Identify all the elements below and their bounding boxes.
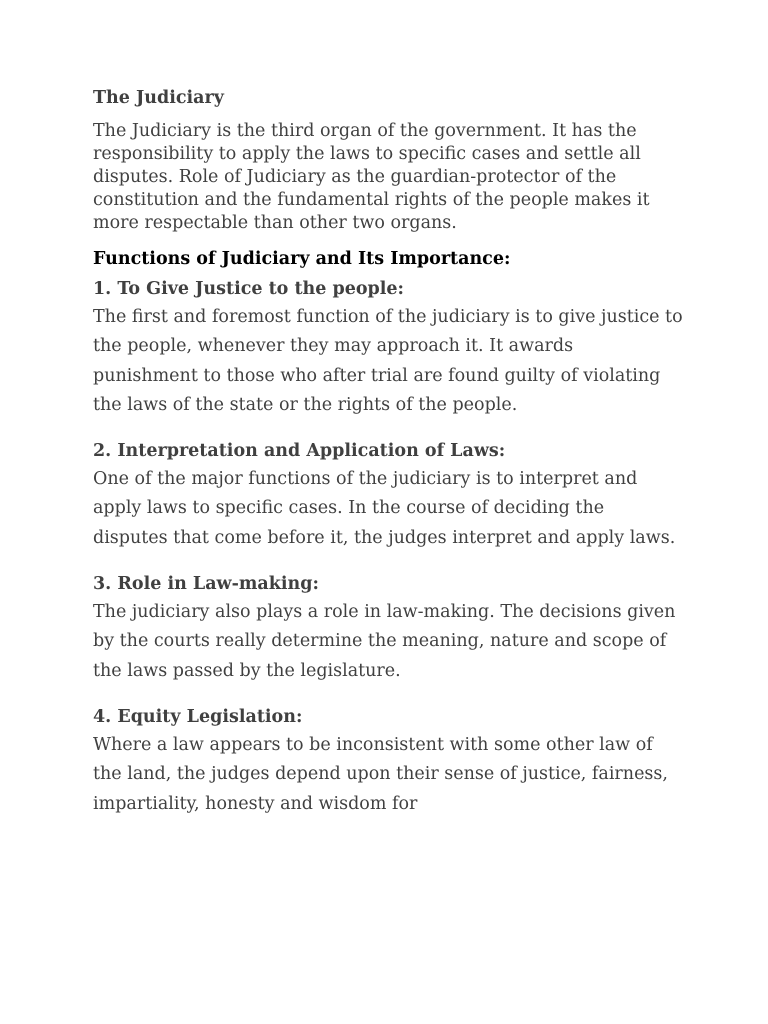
section-body: One of the major functions of the judiciary is to interpret and apply laws to specific cases. In the course of deciding the disputes that come before it, the judges interpret and apply laws. xyxy=(93,469,676,548)
section-2 xyxy=(93,437,683,553)
functions-heading: Functions of Judiciary and Its Importance: xyxy=(93,249,511,269)
section-body: Where a law appears to be inconsistent with some other law of the land, the judges depend upon their sense of justice, fairness, impartiality, honesty and wisdom for xyxy=(93,734,668,814)
document-title: The Judiciary xyxy=(93,88,224,108)
section-4 xyxy=(93,703,683,819)
section-body: The first and foremost function of the judiciary is to give justice to the people, whenever they may approach it. It awards punishment to those who after trial are found guilty of violating the laws of the state or the rights of the people. xyxy=(93,307,683,415)
section-1 xyxy=(93,275,683,420)
section-heading: 1. To Give Justice to the people: xyxy=(93,279,405,299)
section-heading: 4. Equity Legislation: xyxy=(93,706,303,727)
section-body: The judiciary also plays a role in law-making. The decisions given by the courts really determine the meaning, nature and scope of the laws passed by the legislature. xyxy=(93,602,676,681)
section-heading: 2. Interpretation and Application of Laws: xyxy=(93,441,506,462)
section-heading: 3. Role in Law-making: xyxy=(93,574,319,595)
intro-paragraph: The Judiciary is the third organ of the government. It has the responsibility to apply the laws to specific cases and settle all disputes. Role of Judiciary as the guardian-protector of the constitution and the fundamental rights of the people makes it more respectable than other two organs. xyxy=(93,121,650,233)
section-3 xyxy=(93,570,683,686)
document-page xyxy=(93,85,683,836)
